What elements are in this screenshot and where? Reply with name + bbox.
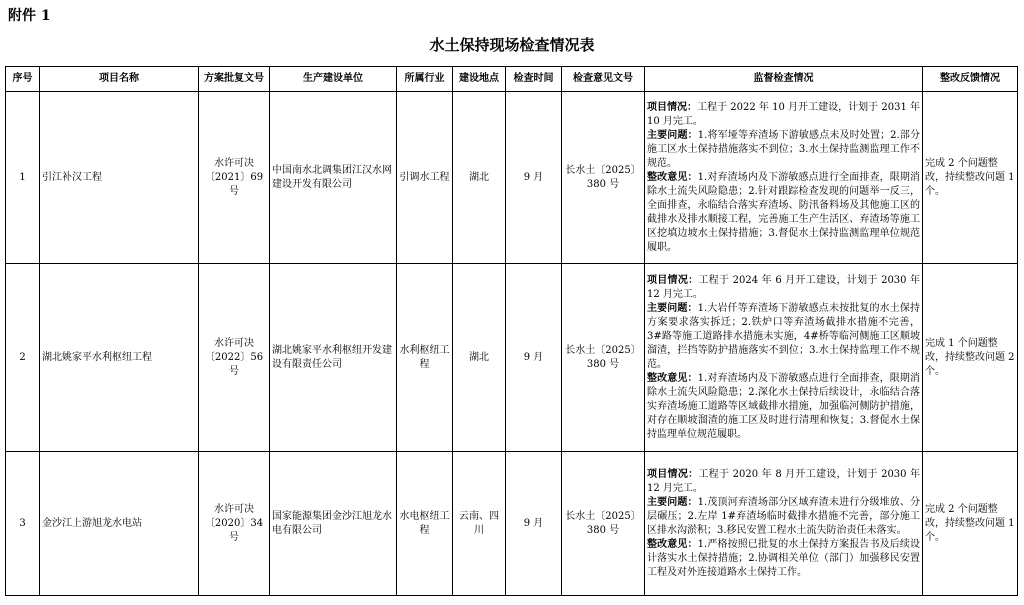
row-no: 2 [6, 264, 40, 452]
header-industry: 所属行业 [397, 67, 453, 92]
supervision-info [647, 101, 920, 129]
supervision-rectify [647, 538, 920, 580]
row-feedback: 完成 1 个问题整改，持续整改问题 2 个。 [923, 264, 1018, 452]
issues-label: 主要问题： [647, 496, 698, 508]
header-location: 建设地点 [453, 67, 506, 92]
row-industry: 水利枢纽工程 [397, 264, 453, 452]
row-location: 湖北 [453, 264, 506, 452]
inspection-table [5, 66, 1018, 596]
row-supervision [645, 264, 923, 452]
row-check-time: 9 月 [506, 92, 562, 264]
issues-text: 1.将军垭等弃渣场下游敏感点未及时处置；2.部分施工区水土保持措施落实不到位；3.水土保持监测监理工作不规范。 [647, 129, 920, 169]
info-text: 工程于 2020 年 8 月开工建设，计划于 2030 年 12 月完工。 [647, 468, 920, 494]
rectify-text: 1.对弃渣场内及下游敏感点进行全面排查，限期消除水土流失风险隐患；2.深化水土保持后续设计，永临结合落实弃渣场施工道路等区域截排水措施，加强临河侧防护措施，对存在顺坡溜渣的施工区及时进行清理和恢复；3.督促水土保持监理单位规范履职。 [647, 372, 921, 440]
info-label: 项目情况： [647, 101, 698, 113]
row-project: 湖北姚家平水利枢纽工程 [40, 264, 199, 452]
row-opinion-no: 长水土〔2025〕380 号 [562, 264, 645, 452]
row-check-time: 9 月 [506, 264, 562, 452]
header-feedback: 整改反馈情况 [923, 67, 1018, 92]
supervision-issues [647, 302, 920, 372]
row-opinion-no: 长水土〔2025〕380 号 [562, 452, 645, 596]
header-check-time: 检查时间 [506, 67, 562, 92]
row-location: 云南、四川 [453, 452, 506, 596]
info-text: 工程于 2022 年 10 月开工建设，计划于 2031 年 10 月完工。 [647, 101, 920, 127]
row-no: 1 [6, 92, 40, 264]
row-industry: 水电枢纽工程 [397, 452, 453, 596]
issues-text: 1.茂顶河弃渣场部分区域弃渣未进行分级堆放、分层碾压；2.左岸 1#弃渣场临时截排水措施不完善，部分施工区排水沟淤积；3.移民安置工程水土流失防治责任未落实。 [647, 496, 921, 536]
table-row [6, 452, 1018, 596]
rectify-label: 整改意见： [647, 372, 698, 384]
table-row [6, 264, 1018, 452]
header-approval: 方案批复文号 [199, 67, 270, 92]
row-feedback: 完成 2 个问题整改，持续整改问题 1 个。 [923, 452, 1018, 596]
attachment-label: 附件 1 [8, 8, 51, 24]
rectify-label: 整改意见： [647, 171, 698, 183]
table-header-row [6, 67, 1018, 92]
rectify-text: 1.严格按照已批复的水土保持方案报告书及后续设计落实水土保持措施；2.协调相关单位（部门）加强移民安置工程及对外连接道路水土保持工作。 [647, 538, 921, 578]
row-unit: 中国南水北调集团江汉水网建设开发有限公司 [270, 92, 397, 264]
row-approval: 水许可决〔2021〕69 号 [199, 92, 270, 264]
supervision-info [647, 274, 920, 302]
supervision-rectify [647, 171, 920, 255]
rectify-text: 1.对弃渣场内及下游敏感点进行全面排查，限期消除水土流失风险隐患；2.针对跟踪检查发现的问题举一反三，全面排查，永临结合落实弃渣场、防汛备料场及其他施工区的截排水及排水顺接工程，完善施工生产生活区、弃渣场等施工区挖填边坡水土保持措施；3.督促水土保持监测监理单位规范履职。 [647, 171, 921, 253]
info-label: 项目情况： [647, 274, 699, 286]
row-unit: 国家能源集团金沙江旭龙水电有限公司 [270, 452, 397, 596]
issues-label: 主要问题： [647, 129, 698, 141]
row-project: 金沙江上游旭龙水电站 [40, 452, 199, 596]
page-title: 水土保持现场检查情况表 [429, 36, 595, 54]
info-label: 项目情况： [647, 468, 699, 480]
table-row [6, 92, 1018, 264]
info-text: 工程于 2024 年 6 月开工建设，计划于 2030 年 12 月完工。 [647, 274, 920, 300]
row-location: 湖北 [453, 92, 506, 264]
rectify-label: 整改意见： [647, 538, 698, 550]
row-approval: 水许可决〔2022〕56 号 [199, 264, 270, 452]
row-project: 引江补汉工程 [40, 92, 199, 264]
issues-text: 1.大岩仟等弃渣场下游敏感点未按批复的水土保持方案要求落实拆迁；2.铁炉口等弃渣场截排水措施不完善，3#路等施工道路排水措施未实施，4#桥等临河侧施工区顺坡溜渣，拦挡等防护措施落实不到位；3.水土保持监理工作不规范。 [647, 302, 921, 370]
issues-label: 主要问题： [647, 302, 698, 314]
supervision-info [647, 468, 920, 496]
header-opinion-no: 检查意见文号 [562, 67, 645, 92]
row-unit: 湖北姚家平水利枢纽开发建设有限责任公司 [270, 264, 397, 452]
header-unit: 生产建设单位 [270, 67, 397, 92]
supervision-issues [647, 496, 920, 538]
row-opinion-no: 长水土〔2025〕380 号 [562, 92, 645, 264]
row-approval: 水许可决〔2020〕34 号 [199, 452, 270, 596]
header-project: 项目名称 [40, 67, 199, 92]
row-feedback: 完成 2 个问题整改，持续整改问题 1 个。 [923, 92, 1018, 264]
supervision-rectify [647, 372, 920, 442]
header-no: 序号 [6, 67, 40, 92]
row-industry: 引调水工程 [397, 92, 453, 264]
supervision-issues [647, 129, 920, 171]
row-supervision [645, 452, 923, 596]
row-supervision [645, 92, 923, 264]
row-check-time: 9 月 [506, 452, 562, 596]
row-no: 3 [6, 452, 40, 596]
header-supervision: 监督检查情况 [645, 67, 923, 92]
